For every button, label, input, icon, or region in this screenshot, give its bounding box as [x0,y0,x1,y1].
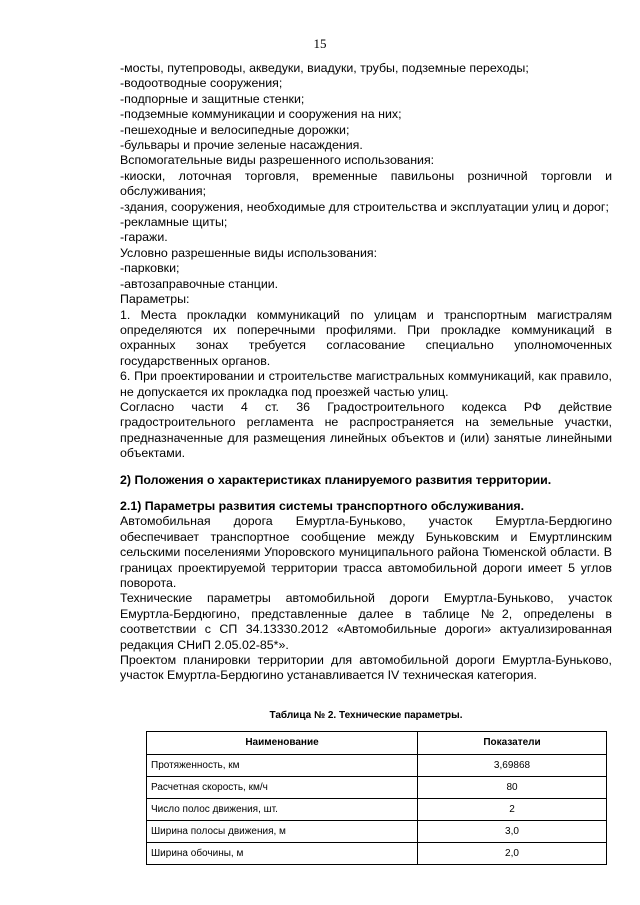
paragraph: Согласно части 4 ст. 36 Градостроительного кодекса РФ действие градостроительного регламента не распространяется на земельные участки, предназначенные для размещения линейных объектов и (или) занятые линейными объектами. [120,399,612,461]
table-cell-value: 80 [418,776,607,798]
table-row [147,820,607,842]
table-header-row [147,731,607,754]
page-body [120,61,612,865]
list-item: -автозаправочные станции. [120,276,279,291]
table-row [147,754,607,776]
list-item: -пешеходные и велосипедные дорожки; [120,122,350,137]
section-heading: 2) Положения о характеристиках планируемого развития территории. [120,472,552,487]
table-cell-name: Расчетная скорость, км/ч [147,776,418,798]
table-cell-value: 3,69868 [418,754,607,776]
list-item: -рекламные щиты; [120,215,228,230]
paragraph: Проектом планировки территории для автомобильной дороги Емуртла-Буньково, участок Емуртла-Бердюгино устанавливается IV техническая категория. [120,653,612,683]
list-item: -подпорные и защитные стенки; [120,91,305,106]
list-item: -здания, сооружения, необходимые для строительства и эксплуатации улиц и дорог; [120,199,609,214]
table-cell-name: Протяженность, км [147,754,418,776]
table-cell-value: 3,0 [418,820,607,842]
parameters-table [146,731,607,865]
column-header-name: Наименование [147,731,418,754]
spacer [120,462,612,473]
section-label: Параметры: [120,292,190,307]
table-row [147,842,607,864]
page-number: 15 [313,36,327,51]
subsection-heading: 2.1) Параметры развития системы транспортного обслуживания. [120,498,525,513]
paragraph: 1. Места прокладки коммуникаций по улицам и транспортным магистралям определяются их поперечными профилями. При прокладке коммуникаций в охранных зонах требуется согласование специально уполномоченных государственных органов. [120,307,612,368]
table-cell-name: Ширина полосы движения, м [147,820,418,842]
paragraph: Автомобильная дорога Емуртла-Буньково, участок Емуртла-Бердюгино обеспечивает транспортное сообщение между Буньковским и Емуртлинским сельскими поселениями Упоровского муниципального района Тюменской области. В границах проектируемой территории трасса автомобильной дороги имеет 5 углов поворота. [120,514,612,590]
table-cell-value: 2,0 [418,842,607,864]
list-item-text: -киоски, лоточная торговля, временные павильоны розничной торговли и обслуживания; [120,168,612,199]
spacer [120,488,612,499]
list-item: -водоотводные сооружения; [120,76,283,91]
list-item [0,169,612,200]
table-cell-value: 2 [418,798,607,820]
column-header-value: Показатели [418,731,607,754]
section-label: Условно разрешенные виды использования: [120,245,378,260]
table-caption: Таблица № 2. Технические параметры. [269,709,463,721]
table-cell-name: Ширина обочины, м [147,842,418,864]
paragraph: Технические параметры автомобильной дороги Емуртла-Буньково, участок Емуртла-Бердюгино, представленные далее в таблице №2, определены в соответствии с СП 34.13330.2012 «Автомобильные дороги» актуализированная редакция СНиП 2.05.02-85*». [120,591,612,652]
list-item: -мосты, путепроводы, акведуки, виадуки, трубы, подземные переходы; [120,61,529,75]
table-cell-name: Число полос движения, шт. [147,798,418,820]
paragraph: 6. При проектировании и строительстве магистральных коммуникаций, как правило, не допускается их прокладка под проезжей частью улиц. [120,369,612,399]
table-row [147,776,607,798]
list-item: -подземные коммуникации и сооружения на них; [120,107,402,122]
list-item: -парковки; [120,261,180,276]
table-row [147,798,607,820]
section-label: Вспомогательные виды разрешенного использования: [120,153,435,168]
list-item: -гаражи. [120,230,168,245]
list-item: -бульвары и прочие зеленые насаждения. [120,138,363,153]
